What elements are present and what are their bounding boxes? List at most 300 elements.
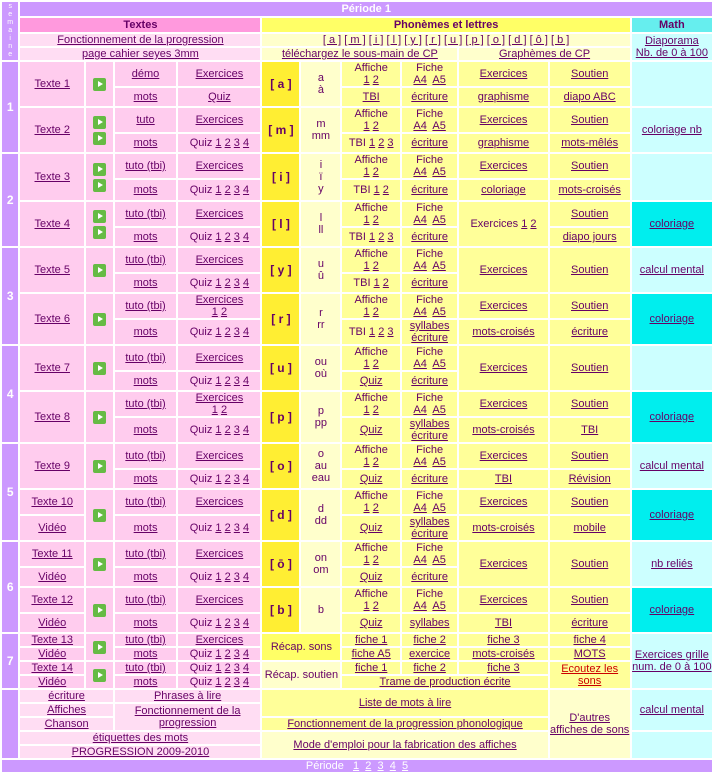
tbi-num-1[interactable]: 1	[369, 326, 376, 338]
ficheA5-link[interactable]: fiche A5	[351, 648, 391, 660]
tuto-link[interactable]: démo	[131, 68, 160, 80]
phon-ex2-link[interactable]: mots-croisés	[472, 424, 535, 436]
soutien-link[interactable]: Soutien	[571, 208, 609, 220]
quiz-num-2[interactable]: 2	[224, 326, 231, 338]
affiche-num-1[interactable]: 1	[363, 306, 370, 318]
affiche-num-1[interactable]: 1	[363, 554, 370, 566]
mots-link[interactable]: mots	[133, 522, 158, 534]
affiche-num-1[interactable]: 1	[363, 600, 370, 612]
phon-ex2-link[interactable]: graphisme	[477, 137, 530, 149]
fiche-a4-link[interactable]: A4	[413, 306, 427, 318]
mots-link[interactable]: mots	[133, 424, 158, 436]
phon-exercices-link[interactable]: Exercices	[479, 114, 528, 126]
fiche-a5-link[interactable]: A5	[432, 404, 446, 416]
periode-page-link[interactable]: 2	[365, 760, 372, 772]
affiche-num-1[interactable]: 1	[363, 502, 370, 514]
quiz-num-3[interactable]: 3	[233, 676, 240, 688]
quiz-num-1[interactable]: 1	[215, 571, 222, 583]
quiz-num-2[interactable]: 2	[224, 473, 231, 485]
fiche-a5-link[interactable]: A5	[432, 358, 446, 370]
fiche-a5-link[interactable]: A5	[432, 554, 446, 566]
phoneme-link[interactable]: [ p ]	[465, 34, 484, 46]
calcul-mental-link[interactable]: calcul mental	[639, 704, 704, 716]
texte-link[interactable]: Texte 13	[31, 634, 74, 646]
phoneme-link[interactable]: [ l ]	[386, 34, 402, 46]
exercices-link[interactable]: Exercices	[195, 548, 244, 560]
fiche-a5-link[interactable]: A5	[432, 214, 446, 226]
video-link[interactable]: Vidéo	[38, 648, 67, 660]
play-icon[interactable]	[93, 669, 106, 682]
quiz-num-1[interactable]: 1	[215, 676, 222, 688]
fiche1-link[interactable]: fiche 1	[354, 634, 388, 646]
quiz-num-1[interactable]: 1	[215, 137, 222, 149]
affiches-link[interactable]: Affiches	[47, 704, 87, 716]
fiche1-link[interactable]: fiche 1	[354, 662, 388, 674]
affiche-num-2[interactable]: 2	[372, 214, 379, 226]
play-icon[interactable]	[93, 78, 106, 91]
ecoutez-sons-link[interactable]: Ecoutez les sons	[561, 663, 619, 687]
soutien2-link[interactable]: mots-croisés	[558, 184, 621, 196]
phon-ex2-link[interactable]: mots-croisés	[472, 522, 535, 534]
quiz-num-4[interactable]: 4	[242, 571, 250, 583]
affiche-num-2[interactable]: 2	[372, 358, 379, 370]
exercices-link[interactable]: Exercices	[195, 496, 244, 508]
tbi-num-2[interactable]: 2	[378, 326, 385, 338]
play-icon[interactable]	[93, 116, 106, 129]
exercices-num-1[interactable]: 1	[211, 306, 218, 318]
exercices-link[interactable]: Exercices	[195, 294, 244, 306]
phoneme-link[interactable]: [ b ]	[550, 34, 570, 46]
phon-ex2-link[interactable]: graphisme	[477, 91, 530, 103]
exercices-num-2[interactable]: 2	[220, 306, 228, 318]
mots-link[interactable]: mots	[133, 326, 158, 338]
tuto-link[interactable]: tuto	[136, 114, 155, 126]
phon-exercices-link[interactable]: Exercices	[479, 160, 528, 172]
affiche-num-1[interactable]: 1	[363, 120, 370, 132]
mots-link[interactable]: mots	[133, 473, 158, 485]
fiche-a5-link[interactable]: A5	[432, 456, 446, 468]
fiche-a5-link[interactable]: A5	[432, 260, 446, 272]
phoneme-link[interactable]: [ m ]	[344, 34, 366, 46]
quiz-num-1[interactable]: 1	[215, 473, 222, 485]
tbi-num-3[interactable]: 3	[387, 137, 394, 149]
tuto-link[interactable]: tuto (tbi)	[125, 160, 166, 172]
fiche3-link[interactable]: fiche 3	[487, 662, 520, 674]
periode-page-link[interactable]: 5	[401, 760, 409, 772]
cahier-seyes-link[interactable]: page cahier seyes 3mm	[82, 48, 199, 60]
mode-emploi-link[interactable]: Mode d'emploi pour la fabrication des affiches	[293, 739, 517, 751]
video-link[interactable]: Vidéo	[38, 676, 67, 688]
tuto-link[interactable]: tuto (tbi)	[125, 352, 166, 364]
phoneme-link[interactable]: [ i ]	[368, 34, 384, 46]
play-icon[interactable]	[93, 226, 106, 239]
video-link[interactable]: Vidéo	[38, 522, 67, 534]
tuto-link[interactable]: tuto (tbi)	[125, 450, 166, 462]
texte-link[interactable]: Texte 7	[34, 362, 70, 374]
quiz-num-2[interactable]: 2	[224, 648, 231, 660]
fonct-phono-link[interactable]: Fonctionnement de la progression phonologique	[287, 718, 523, 730]
quiz-num-4[interactable]: 4	[242, 277, 250, 289]
phon-exercices-link[interactable]: Exercices	[479, 362, 528, 374]
math-link[interactable]: coloriage	[649, 313, 695, 325]
fonct-link[interactable]: Fonctionnement de la progression	[134, 705, 241, 729]
play-icon[interactable]	[93, 411, 106, 424]
fiche-a4-link[interactable]: A4	[413, 554, 427, 566]
fiche2-link[interactable]: fiche 2	[413, 662, 446, 674]
affiche-num-2[interactable]: 2	[372, 166, 379, 178]
quiz-phon-link[interactable]: Quiz	[359, 617, 383, 629]
tbi-num-1[interactable]: 1	[373, 277, 380, 289]
fiche-a5-link[interactable]: A5	[432, 600, 446, 612]
phrases-link[interactable]: Phrases à lire	[153, 690, 222, 702]
play-icon[interactable]	[93, 558, 106, 571]
quiz-num-2[interactable]: 2	[224, 137, 231, 149]
mots-link[interactable]: mots	[133, 184, 158, 196]
exercice-link[interactable]: exercice	[409, 648, 451, 660]
exercices-link[interactable]: Exercices	[195, 634, 244, 646]
fiche-a4-link[interactable]: A4	[413, 600, 427, 612]
fiche-a4-link[interactable]: A4	[413, 120, 427, 132]
play-icon[interactable]	[93, 641, 106, 654]
tuto-link[interactable]: tuto (tbi)	[125, 594, 166, 606]
ecriture-link[interactable]: écriture	[411, 332, 448, 344]
fiche2-link[interactable]: fiche 2	[413, 634, 446, 646]
quiz-num-3[interactable]: 3	[233, 231, 240, 243]
phon-exercices-link[interactable]: Exercices	[479, 558, 528, 570]
quiz-phon-link[interactable]: Quiz	[359, 473, 383, 485]
play-icon[interactable]	[93, 264, 106, 277]
phoneme-link[interactable]: [ o ]	[486, 34, 506, 46]
quiz-phon-link[interactable]: Quiz	[359, 424, 383, 436]
soutien-link[interactable]: Soutien	[571, 114, 609, 126]
quiz-num-2[interactable]: 2	[224, 375, 231, 387]
quiz-num-1[interactable]: 1	[215, 424, 222, 436]
affiche-num-2[interactable]: 2	[372, 600, 379, 612]
texte-link[interactable]: Texte 1	[34, 78, 70, 90]
fiche-a5-link[interactable]: A5	[432, 502, 446, 514]
quiz-phon-link[interactable]: Quiz	[359, 571, 383, 583]
phoneme-link[interactable]: [ d ]	[508, 34, 527, 46]
exercices-link[interactable]: Exercices	[195, 594, 244, 606]
ecriture-link[interactable]: écriture	[411, 375, 448, 387]
play-icon[interactable]	[93, 132, 106, 145]
phon-exercices-link[interactable]: Exercices	[479, 496, 528, 508]
texte-link[interactable]: Texte 3	[34, 171, 70, 183]
phon-exercices-link[interactable]: Exercices	[479, 450, 528, 462]
texte-link[interactable]: Texte 4	[34, 218, 70, 230]
tbi-num-2[interactable]: 2	[378, 231, 385, 243]
play-icon[interactable]	[93, 362, 106, 375]
fiche4-link[interactable]: fiche 4	[573, 634, 606, 646]
quiz-num-4[interactable]: 4	[242, 473, 250, 485]
phoneme-link[interactable]: [ u ]	[443, 34, 463, 46]
fiche-a5-link[interactable]: A5	[432, 166, 446, 178]
tbi-num-1[interactable]: 1	[369, 231, 376, 243]
play-icon[interactable]	[93, 163, 106, 176]
fiche-a4-link[interactable]: A4	[413, 404, 427, 416]
mots-link[interactable]: mots	[133, 137, 158, 149]
soutien2-link[interactable]: écriture	[571, 617, 608, 629]
soutien2-link[interactable]: écriture	[571, 326, 608, 338]
etiquettes-link[interactable]: étiquettes des mots	[92, 732, 189, 744]
math-exercices-grille[interactable]: Exercices grille num. de 0 à 100	[632, 649, 712, 673]
quiz-num-4[interactable]: 4	[242, 617, 250, 629]
tuto-link[interactable]: tuto (tbi)	[125, 254, 166, 266]
quiz-num-4[interactable]: 4	[242, 522, 250, 534]
quiz-link[interactable]: Quiz	[208, 91, 231, 103]
ecriture-link[interactable]: écriture	[411, 184, 448, 196]
quiz-num-2[interactable]: 2	[224, 571, 231, 583]
phoneme-link[interactable]: [ r ]	[424, 34, 441, 46]
tuto-link[interactable]: tuto (tbi)	[125, 300, 166, 312]
soutien-link[interactable]: Soutien	[571, 300, 609, 312]
phon-exercices-link[interactable]: Exercices	[479, 594, 528, 606]
quiz-num-4[interactable]: 4	[242, 662, 250, 674]
phon-exercices-link[interactable]: Exercices	[479, 264, 528, 276]
quiz-num-3[interactable]: 3	[233, 184, 240, 196]
affiche-num-1[interactable]: 1	[363, 214, 370, 226]
tbi-link[interactable]: TBI	[362, 91, 380, 103]
math-link[interactable]: nb reliés	[651, 558, 693, 570]
exercices-link[interactable]: Exercices	[195, 160, 244, 172]
quiz-num-1[interactable]: 1	[215, 326, 222, 338]
play-icon[interactable]	[93, 509, 106, 522]
phon-exercices-link[interactable]: Exercices	[479, 398, 528, 410]
ecriture-link[interactable]: écriture	[411, 528, 448, 540]
affiche-num-1[interactable]: 1	[363, 166, 370, 178]
phoneme-link[interactable]: [ ô ]	[529, 34, 548, 46]
quiz-num-2[interactable]: 2	[224, 676, 231, 688]
phoneme-link[interactable]: [ y ]	[404, 34, 422, 46]
soutien-link[interactable]: Soutien	[571, 160, 609, 172]
fiche-a5-link[interactable]: A5	[432, 74, 446, 86]
mots-link[interactable]: mots	[133, 571, 158, 583]
affiche-num-2[interactable]: 2	[372, 74, 379, 86]
soutien2-link[interactable]: mobile	[573, 522, 606, 534]
math-link[interactable]: coloriage	[649, 509, 695, 521]
math-link[interactable]: coloriage nb	[641, 124, 702, 136]
quiz-num-3[interactable]: 3	[233, 424, 240, 436]
phon-exercices-link[interactable]: Exercices	[479, 300, 528, 312]
quiz-num-3[interactable]: 3	[233, 473, 240, 485]
quiz-num-1[interactable]: 1	[215, 231, 222, 243]
mots-link[interactable]: mots	[133, 375, 158, 387]
quiz-num-1[interactable]: 1	[215, 522, 222, 534]
exercices-link[interactable]: Exercices	[195, 208, 244, 220]
tuto-link[interactable]: tuto (tbi)	[125, 634, 166, 646]
phoneme-link[interactable]: [ a ]	[322, 34, 342, 46]
play-icon[interactable]	[93, 313, 106, 326]
affiche-num-2[interactable]: 2	[372, 456, 379, 468]
periode-page-link[interactable]: 4	[389, 760, 396, 772]
affiche-num-2[interactable]: 2	[372, 502, 379, 514]
quiz-num-3[interactable]: 3	[233, 277, 240, 289]
diaporama-link[interactable]: Diaporama	[644, 35, 699, 47]
quiz-num-1[interactable]: 1	[215, 277, 222, 289]
texte-link[interactable]: Texte 9	[34, 460, 70, 472]
exercices-link[interactable]: Exercices	[195, 392, 244, 404]
soutien-link[interactable]: Soutien	[571, 450, 609, 462]
texte-link[interactable]: Texte 12	[31, 594, 74, 606]
quiz-num-4[interactable]: 4	[242, 137, 250, 149]
fiche-a4-link[interactable]: A4	[413, 358, 427, 370]
ecriture-link[interactable]: écriture	[411, 277, 448, 289]
ex-num-2[interactable]: 2	[530, 218, 537, 230]
quiz-num-3[interactable]: 3	[233, 326, 240, 338]
affiche-num-2[interactable]: 2	[372, 120, 379, 132]
quiz-num-1[interactable]: 1	[215, 662, 222, 674]
quiz-num-2[interactable]: 2	[224, 617, 231, 629]
math-link[interactable]: calcul mental	[639, 264, 704, 276]
ex-num-1[interactable]: 1	[521, 218, 528, 230]
soutien-link[interactable]: Soutien	[571, 558, 609, 570]
affiche-num-1[interactable]: 1	[363, 456, 370, 468]
tbi-num-2[interactable]: 2	[382, 184, 389, 196]
quiz-num-4[interactable]: 4	[242, 375, 250, 387]
phon-ex2-link[interactable]: TBI	[494, 617, 513, 629]
dautres-affiches-link[interactable]: D'autres affiches de sons	[550, 712, 630, 736]
tuto-link[interactable]: tuto (tbi)	[125, 548, 166, 560]
phon-ex2-link[interactable]: coloriage	[481, 184, 526, 196]
soutien2-link[interactable]: TBI	[581, 424, 599, 436]
math-link[interactable]: coloriage	[649, 411, 695, 423]
play-icon[interactable]	[93, 179, 106, 192]
quiz-num-2[interactable]: 2	[224, 662, 231, 674]
video-link[interactable]: Vidéo	[38, 617, 67, 629]
affiche-num-1[interactable]: 1	[363, 358, 370, 370]
sous-main-link[interactable]: téléchargez le sous-main de CP	[281, 48, 438, 60]
ecriture-link[interactable]: écriture	[48, 690, 85, 702]
soutien-link[interactable]: Soutien	[571, 496, 609, 508]
quiz-num-3[interactable]: 3	[233, 571, 240, 583]
ecriture-link[interactable]: écriture	[411, 137, 448, 149]
affiche-num-2[interactable]: 2	[372, 260, 379, 272]
fonctionnement-link[interactable]: Fonctionnement de la progression	[57, 34, 224, 46]
texte-link[interactable]: Texte 2	[34, 124, 70, 136]
soutien-link[interactable]: Soutien	[571, 68, 609, 80]
play-icon[interactable]	[93, 604, 106, 617]
chanson-link[interactable]: Chanson	[44, 718, 89, 730]
quiz-num-4[interactable]: 4	[242, 326, 250, 338]
fiche-a4-link[interactable]: A4	[413, 456, 427, 468]
phon-exercices-link[interactable]: Exercices	[479, 68, 528, 80]
fiche-a4-link[interactable]: A4	[413, 214, 427, 226]
quiz-num-1[interactable]: 1	[215, 375, 222, 387]
mots-link[interactable]: mots	[133, 231, 158, 243]
tuto-link[interactable]: tuto (tbi)	[125, 398, 166, 410]
ecriture-link[interactable]: écriture	[411, 571, 448, 583]
soutien2-link[interactable]: diapo ABC	[563, 91, 616, 103]
ecriture-link[interactable]: écriture	[411, 231, 448, 243]
quiz-num-2[interactable]: 2	[224, 277, 231, 289]
quiz-num-3[interactable]: 3	[233, 662, 240, 674]
play-icon[interactable]	[93, 210, 106, 223]
syllabes-link[interactable]: syllabes	[409, 617, 450, 629]
quiz-num-3[interactable]: 3	[233, 617, 240, 629]
quiz-num-4[interactable]: 4	[242, 231, 250, 243]
quiz-num-4[interactable]: 4	[242, 424, 250, 436]
tbi-num-3[interactable]: 3	[387, 326, 394, 338]
fiche-a4-link[interactable]: A4	[413, 74, 427, 86]
quiz-num-2[interactable]: 2	[224, 184, 231, 196]
affiche-num-1[interactable]: 1	[363, 260, 370, 272]
fiche-a4-link[interactable]: A4	[413, 260, 427, 272]
exercices-link[interactable]: Exercices	[195, 114, 244, 126]
affiche-num-1[interactable]: 1	[363, 74, 370, 86]
periode-page-link[interactable]: 3	[377, 760, 384, 772]
exercices-num-2[interactable]: 2	[220, 404, 228, 416]
quiz-phon-link[interactable]: Quiz	[359, 375, 383, 387]
fiche-a4-link[interactable]: A4	[413, 166, 427, 178]
quiz-num-2[interactable]: 2	[224, 231, 231, 243]
mots-croises-link[interactable]: mots-croisés	[472, 648, 535, 660]
soutien-link[interactable]: Soutien	[571, 362, 609, 374]
syllabes-link[interactable]: syllabes	[409, 418, 450, 430]
tbi-num-2[interactable]: 2	[378, 137, 385, 149]
texte-link[interactable]: Texte 11	[31, 548, 73, 560]
fiche-a5-link[interactable]: A5	[432, 120, 446, 132]
quiz-num-3[interactable]: 3	[233, 375, 240, 387]
texte-link[interactable]: Texte 6	[34, 313, 70, 325]
exercices-link[interactable]: Exercices	[195, 352, 244, 364]
affiche-num-2[interactable]: 2	[372, 306, 379, 318]
quiz-num-1[interactable]: 1	[215, 184, 222, 196]
exercices-link[interactable]: Exercices	[195, 68, 244, 80]
soutien-link[interactable]: Soutien	[571, 398, 609, 410]
quiz-num-1[interactable]: 1	[215, 617, 222, 629]
quiz-num-3[interactable]: 3	[233, 648, 240, 660]
tbi-num-2[interactable]: 2	[382, 277, 389, 289]
texte-link[interactable]: Texte 8	[34, 411, 70, 423]
tuto-link[interactable]: tuto (tbi)	[125, 208, 166, 220]
phon-ex2-link[interactable]: TBI	[494, 473, 513, 485]
quiz-num-3[interactable]: 3	[233, 522, 240, 534]
syllabes-link[interactable]: syllabes	[409, 320, 450, 332]
ecriture-link[interactable]: écriture	[411, 473, 448, 485]
texte-link[interactable]: Texte 14	[31, 662, 74, 674]
quiz-num-4[interactable]: 4	[242, 676, 250, 688]
texte-link[interactable]: Texte 10	[31, 496, 74, 508]
math-link[interactable]: calcul mental	[639, 460, 704, 472]
quiz-num-3[interactable]: 3	[233, 137, 240, 149]
tbi-num-1[interactable]: 1	[369, 137, 376, 149]
mots-link[interactable]: mots	[133, 648, 158, 660]
fiche3-link[interactable]: fiche 3	[487, 634, 520, 646]
exercices-num-1[interactable]: 1	[211, 404, 218, 416]
mots-link[interactable]: mots	[133, 617, 158, 629]
syllabes-link[interactable]: syllabes	[409, 516, 450, 528]
video-link[interactable]: Vidéo	[38, 571, 67, 583]
soutien2-link[interactable]: mots-mêlés	[561, 137, 619, 149]
quiz-phon-link[interactable]: Quiz	[359, 522, 383, 534]
mots-link[interactable]: mots	[133, 277, 158, 289]
mots-link[interactable]: mots	[133, 676, 158, 688]
nb-0-100-link[interactable]: Nb. de 0 à 100	[635, 47, 708, 59]
tbi-num-1[interactable]: 1	[373, 184, 380, 196]
affiche-num-2[interactable]: 2	[372, 404, 379, 416]
exercices-link[interactable]: Exercices	[195, 450, 244, 462]
affiche-num-1[interactable]: 1	[363, 404, 370, 416]
ecriture-link[interactable]: écriture	[411, 91, 448, 103]
soutien2-link[interactable]: diapo jours	[562, 231, 617, 243]
quiz-num-1[interactable]: 1	[215, 648, 222, 660]
liste-mots-link[interactable]: Liste de mots à lire	[358, 697, 452, 709]
texte-link[interactable]: Texte 5	[34, 264, 70, 276]
tuto-link[interactable]: tuto (tbi)	[125, 662, 166, 674]
trame-link[interactable]: Trame de production écrite	[379, 676, 511, 688]
ecriture-link[interactable]: écriture	[411, 430, 448, 442]
tuto-link[interactable]: tuto (tbi)	[125, 496, 166, 508]
